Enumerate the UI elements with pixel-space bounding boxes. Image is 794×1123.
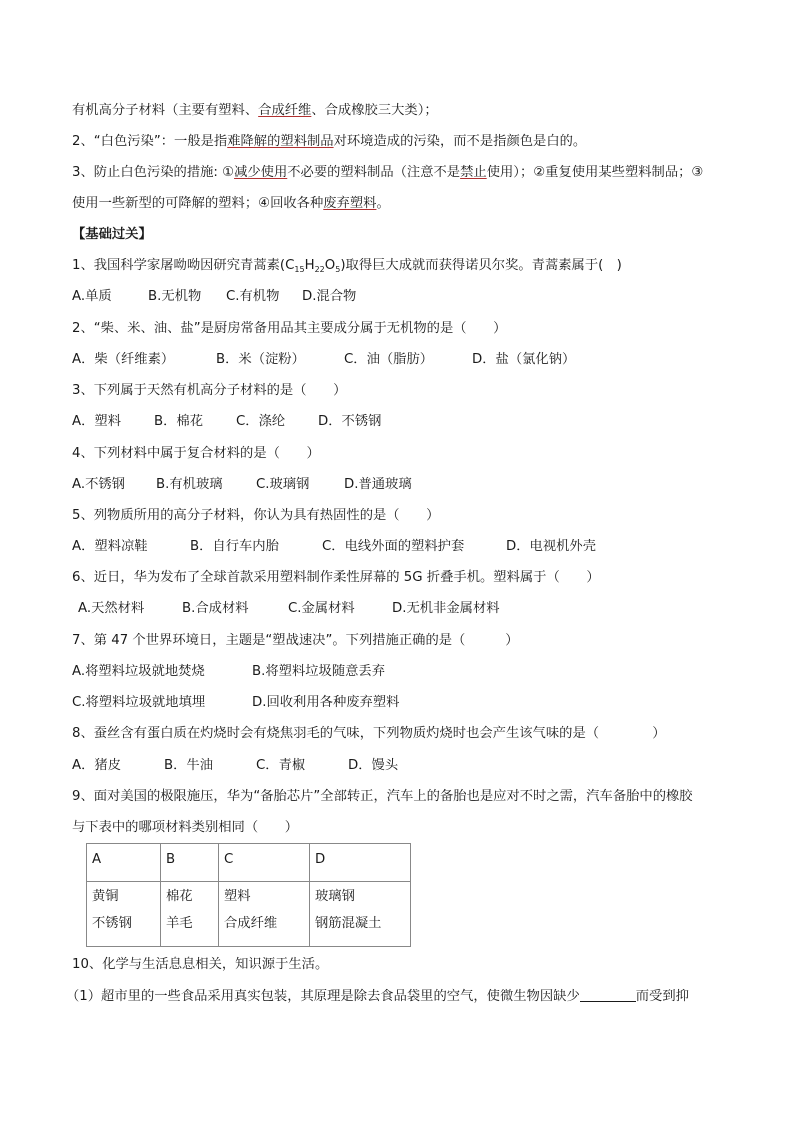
option-a[interactable]: A．柴（纤维素）	[72, 352, 175, 367]
option-b[interactable]: B.有机玻璃	[156, 477, 223, 492]
question-2-stem: 2、“柴、米、油、盐”是厨房常备用品其主要成分属于无机物的是（ ）	[72, 321, 507, 336]
underlined-term: 废弃塑料	[323, 196, 377, 211]
option-c[interactable]: C．涤纶	[236, 414, 286, 429]
table-cell: 黄铜 不锈钢	[87, 882, 161, 947]
question-6-stem: 6、近日，华为发布了全球首款采用塑料制作柔性屏幕的 5G 折叠手机。塑料属于（ ）	[72, 570, 600, 585]
option-a[interactable]: A.天然材料	[78, 601, 145, 616]
option-d[interactable]: D．馒头	[348, 758, 399, 773]
option-b[interactable]: B．牛油	[164, 758, 214, 773]
underlined-term: 禁止	[460, 165, 487, 180]
question-4-options	[72, 476, 734, 494]
option-b[interactable]: B．棉花	[154, 414, 204, 429]
question-7-options-row-2	[72, 694, 734, 712]
intro-line-2: 2、“白色污染”：一般是指难降解的塑料制品对环境造成的污染，而不是指颜色是白的。	[72, 134, 587, 149]
option-a[interactable]: A.单质	[72, 289, 112, 304]
option-d[interactable]: D.回收利用各种废弃塑料	[252, 695, 400, 710]
option-b[interactable]: B.将塑料垃圾随意丢弃	[252, 664, 386, 679]
question-3-options	[72, 413, 734, 431]
materials-table	[86, 843, 411, 947]
intro-line-3: 3、防止白色污染的措施: ①减少使用不必要的塑料制品（注意不是禁止使用）；②重复使用某些塑料制品；③	[72, 165, 704, 180]
option-d[interactable]: D．不锈钢	[318, 414, 382, 429]
underlined-term: 减少使用	[234, 165, 288, 180]
option-c[interactable]: C．青椒	[256, 758, 306, 773]
question-10-stem: 10、化学与生活息息相关，知识源于生活。	[72, 957, 329, 972]
table-header-cell: C	[219, 844, 310, 882]
option-c[interactable]: C．油（脂肪）	[344, 352, 434, 367]
question-3-stem: 3、下列属于天然有机高分子材料的是（ ）	[72, 383, 347, 398]
question-6-options	[78, 600, 734, 618]
option-c[interactable]: C.将塑料垃圾就地填埋	[72, 695, 206, 710]
table-header-cell: B	[161, 844, 219, 882]
option-a[interactable]: A.不锈钢	[72, 477, 125, 492]
option-a[interactable]: A.将塑料垃圾就地焚烧	[72, 664, 205, 679]
table-header-cell: D	[310, 844, 411, 882]
question-7-options-row-1	[72, 663, 734, 681]
table-row	[87, 882, 411, 947]
question-7-stem: 7、第 47 个世界环境日，主题是“塑战速决”。下列措施正确的是（ ）	[72, 633, 519, 648]
option-c[interactable]: C.有机物	[226, 289, 280, 304]
option-a[interactable]: A．猪皮	[72, 758, 121, 773]
section-title: 【基础过关】	[72, 227, 152, 242]
option-d[interactable]: D.无机非金属材料	[392, 601, 500, 616]
underlined-term: 合成纤维	[258, 103, 312, 118]
question-10-part-1: （1）超市里的一些食品采用真实包装，其原理是除去食品袋里的空气，使微生物因缺少 而受到抑	[66, 989, 689, 1004]
table-cell: 塑料 合成纤维	[219, 882, 310, 947]
table-cell: 棉花 羊毛	[161, 882, 219, 947]
question-1-options	[72, 288, 734, 306]
answer-blank[interactable]	[580, 987, 636, 1002]
option-b[interactable]: B.无机物	[148, 289, 202, 304]
table-cell: 玻璃钢 钢筋混凝土	[310, 882, 411, 947]
question-2-options	[72, 351, 734, 369]
option-d[interactable]: D.混合物	[302, 289, 357, 304]
option-c[interactable]: C．电线外面的塑料护套	[322, 539, 465, 554]
option-b[interactable]: B．自行车内胎	[190, 539, 279, 554]
table-header-row	[87, 844, 411, 882]
option-d[interactable]: D.普通玻璃	[344, 477, 412, 492]
question-4-stem: 4、下列材料中属于复合材料的是（ ）	[72, 446, 320, 461]
question-5-stem: 5、列物质所用的高分子材料，你认为具有热固性的是（ ）	[72, 508, 440, 523]
question-1-stem: 1、我国科学家屠呦呦因研究青蒿素$(C_{15}H_{22}O_5)$取得巨大成就而获得诺贝尔奖。青蒿素属于( )	[72, 258, 622, 274]
question-9-stem-line-1: 9、面对美国的极限施压，华为“备胎芯片”全部转正，汽车上的备胎也是应对不时之需，汽车备胎中的橡胶	[72, 789, 693, 804]
option-c[interactable]: C.玻璃钢	[256, 477, 310, 492]
question-8-options	[72, 757, 734, 775]
option-a[interactable]: A．塑料凉鞋	[72, 539, 148, 554]
option-a[interactable]: A．塑料	[72, 414, 121, 429]
question-5-options	[72, 538, 734, 556]
option-d[interactable]: D．盐（氯化钠）	[472, 352, 576, 367]
table-header-cell: A	[87, 844, 161, 882]
intro-line-1: 有机高分子材料（主要有塑料、合成纤维、合成橡胶三大类）；	[72, 103, 438, 118]
option-b[interactable]: B．米（淀粉）	[216, 352, 305, 367]
question-8-stem: 8、蚕丝含有蛋白质在灼烧时会有烧焦羽毛的气味，下列物质灼烧时也会产生该气味的是（ ）	[72, 726, 666, 741]
intro-line-4: 使用一些新型的可降解的塑料；④回收各种废弃塑料。	[72, 196, 390, 211]
question-9-stem-line-2: 与下表中的哪项材料类别相同（ ）	[72, 820, 299, 835]
underlined-term: 难降解的塑料制品	[227, 134, 334, 149]
option-d[interactable]: D．电视机外壳	[506, 539, 597, 554]
option-c[interactable]: C.金属材料	[288, 601, 355, 616]
option-b[interactable]: B.合成材料	[182, 601, 249, 616]
